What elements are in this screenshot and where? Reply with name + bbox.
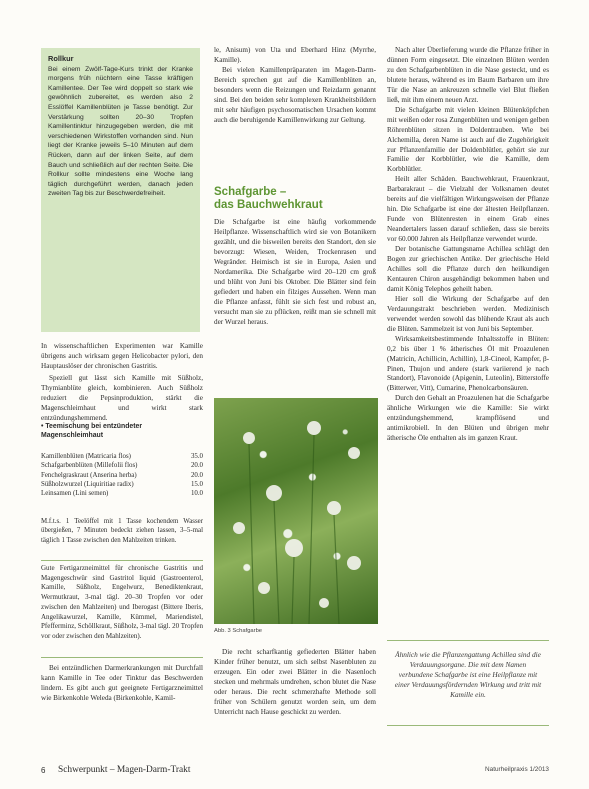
page-footer <box>0 763 589 779</box>
recipe-row: Kamillenblüten (Matricaria flos) 35.0 <box>41 453 203 460</box>
col1-body-bottom <box>41 664 203 704</box>
rollkur-title: Rollkur <box>48 54 74 63</box>
paragraph: Die recht scharfkantig gefiederten Blätter haben Kinder früher benutzt, um sich selbst Nasenbluten zu erzeugen. Ein oder zwei Blätter in die Nasenloch stecken und mehrmals umdrehen, schon blutet die Nase oder heraus. Die recht schmerzhafte Methode soll früher von Schülern genutzt worden sein, um dem Unterricht nach Hause geschickt zu werden. <box>214 648 376 716</box>
paragraph: Wirksamkeitsbestimmende Inhaltsstoffe in Blüten: 0,2 bis über 1 % ätherisches Öl mit Proazulenen (Matricin, Achillicin, Achillin), 1,8-Cineol, Kampfer, β-Pinen, Thujon und andere (stark variierend je nach Standort), Flavonoide (Apigenin, Luteolin), Bitterstoffe (Bitterwer, Vitt), Cumarine, Phenolcarbonsäuren. <box>387 334 549 393</box>
paragraph: Speziell gut lässt sich Kamille mit Süßholz, Thymianblüte gleich, kombinieren. Auch Süßholz reduziert die Pepsinproduktion, stärkt die Magenschleimhaut und wirkt stark entzündungshemmend. <box>41 373 203 422</box>
yarrow-flower-shapes <box>214 398 378 624</box>
paragraph: Bei entzündlichen Darmerkrankungen mit Durchfall kann Kamille in Tee oder Tinktur das Beschwerden lindern. Es gibt auch gut geeignete Fertigarzneimittel wie Birkenkohle Weleda (Birkenkohle, Kamil- <box>41 664 203 702</box>
paragraph: Die Schafgarbe ist eine häufig vorkommende Heilpflanze. Wissenschaftlich wird sie von Botanikern gezählt, und die bisweilen bereits den Standort, den sie bevorzugt: Wiesen, Weiden, Trockenrasen und Wegränder. Heimisch ist sie in Europa, Asien und Nordamerika. Die Schafgarbe wird 20–120 cm groß und blüht von Juni bis Oktober. Die Blätter sind fein gefiedert und haben ein filziges Aussehen. Wenn man die Pflanze anfasst, fühlt sie sich fest und robust an, versucht man sie zu pflücken, reißt man sie schnell mit der Wurzel heraus. <box>214 218 376 326</box>
quote-box: Ähnlich wie die Pflanzengattung Achillea sind die Verdauungsorgane. Die mit dem Namen verbundene Schafgarbe ist eine Heilpflanze mit einer Verdauungsfördernden Wirkung und tritt mit Kamille ein. <box>387 640 549 726</box>
issue-label: Naturheilpraxis 1/2013 <box>485 766 549 773</box>
recipe-row: Schafgarbenblüten (Millefolii flos) 20.0 <box>41 462 203 470</box>
col3-body <box>387 46 549 444</box>
photo-caption: Abb. 3 Schafgarbe <box>214 628 263 634</box>
recipe-title: • Teemischung bei entzündeter Magenschleimhaut <box>41 423 143 440</box>
recipe-row: Süßholzwurzel (Liquiritiae radix) 15.0 <box>41 480 203 488</box>
paragraph: Hier soll die Wirkung der Schafgarbe auf den Verdauungstrakt beschrieben werden. Medizinisch verwendet werden sowohl das blühende Kraut als auch die Blüten. Sammelzeit ist von Juni bis September. <box>387 294 549 333</box>
fertigarzneimittel-box: Gute Fertigarzneimittel für chronische Gastritis und Magengeschwür sind Gastritol liquid (Gastroenterol, Kamille, Süßholz, Engelwurz, Benediktenkraut, Wermutkraut, 3-mal tägl. 20–30 Tropfen vor oder zwischen den Mahlzeiten) und Iberogast (Bittere Iberis, Angelikawurzel, Kamille, Kümmel, Mariendistel, Pfefferminz, Schöllkraut, Süßholz, 3-mal tägl. 20 Tropfen vor oder zwischen den Mahlzeiten). <box>41 560 203 658</box>
paragraph: Bei vielen Kamillenpräparaten im Magen-Darm-Bereich sprechen gut auf die Kamillenblüten an, besonders wenn die Reizungen und Reizdarm genannt sind. Bei den beiden sehr komplexen Krankheitsbildern mit sehr häufigen psychosomatischen Ursachen kommt auch die beruhigende Kamillenwirkung zur Geltung. <box>214 65 376 124</box>
paragraph: Heilt aller Schäden. Bauchwehkraut, Frauenkraut, Barbarakraut – die Vielzahl der Volksnamen deutet bereits auf die vielfältigen Wirkungsweisen der Pflanze hin. Die Schafgarbe ist eine der ältesten Heilpflanzen. Funde von Blütenresten in einem Grab eines Neandertalers lassen darauf schließen, dass sie bereits vor 60.000 Jahren als Heilpflanze verwendet wurde. <box>387 175 549 244</box>
running-head: Schwerpunkt – Magen-Darm-Trakt <box>58 765 191 775</box>
col2-body-bottom <box>214 648 376 718</box>
recipe-list <box>41 452 203 498</box>
yarrow-photo <box>214 398 378 624</box>
paragraph: le, Anisum) von Uta und Eberhard Hinz (Myrrhe, Kamille). <box>214 46 376 64</box>
paragraph: Der botanische Gattungsname Achillea schlägt den Bogen zur griechischen Antike. Der griechische Held Achilles soll die Pflanze durch den heilkundigen Kentauren Chiron ausgehändigt bekommen haben und damit König Telephos geheilt haben. <box>387 245 549 293</box>
rollkur-box <box>41 48 200 332</box>
paragraph: Die Schafgarbe mit vielen kleinen Blütenköpfchen mit weißen oder rosa Zungenblüten und wenigen gelben Röhrenblüten sitzen in Doldentrauben. Wie bei Alchemilla, deren Name ist auch auf die Zugehörigkeit zur Pflanzenfamilie der Doldenblütler, gehört sie zur Familie der Korbblütler, wie die Kamille, dem Korbblütler. <box>387 105 549 174</box>
col2-body-mid <box>214 218 376 327</box>
page-number: 6 <box>41 766 46 775</box>
rollkur-text: Bei einem Zwölf-Tage-Kurs trinkt der Kranke morgens früh nüchtern eine Tasse kräftigen Kamillentee. Der Tee wird doppelt so stark wie gewöhnlich zubereitet, es werden also 2 Esslöffel Kamillenblüten je Tasse benötigt. Zur Verstärkung sollten 20–30 Tropfen Kamillentinktur hinzugegeben werden, die mit verschiedenen Wirkstoffen vorhanden sind. Nun liegt der Kranke jeweils 5–10 Minuten auf dem Rücken, dann auf der linken Seite, auf dem Bauch und schließlich auf der rechten Seite. Die Rollkur sollte mindestens eine Woche lang täglich durchgeführt werden, danach jeden zweiten Tag bis zur Beschwerdefreiheit. <box>48 65 193 198</box>
recipe-bullet: • <box>41 423 46 430</box>
recipe-row: Leinsamen (Lini semen) 10.0 <box>41 490 203 498</box>
paragraph: In wissenschaftlichen Experimenten war Kamille übrigens auch wirksam gegen Helicobacter pylori, den Hauptauslöser der chronischen Gastritis. <box>41 342 203 370</box>
section-heading: Schafgarbe – das Bauchwehkraut <box>214 186 323 211</box>
recipe-note: M.f.t.s. 1 Teelöffel mit 1 Tasse kochendem Wasser übergießen, 7 Minuten bedeckt ziehen lassen, 3–5-mal täglich 1 Tasse zwischen den Mahlzeiten trinken. <box>41 518 203 544</box>
recipe-row: Fenchelgraskraut (Anserina herba) 20.0 <box>41 471 203 479</box>
col1-body-top <box>41 342 203 424</box>
paragraph: Nach alter Überlieferung wurde die Pflanze früher in dünnen Form eingesetzt. Die einzelnen Blüten werden zu den Schafgarbenblüten in die Nase gesteckt, und es blutete heraus, während es im Baum Barbaren um ihre Tür die Nase an ankreuzen schnelle viel Blut fließen ließ, mit ihm einem neuen Arzt. <box>387 46 549 104</box>
paragraph: Durch den Gehalt an Proazulenen hat die Schafgarbe ähnliche Wirkungen wie die Kamille: Sie wirkt entzündungshemmend, krampflösend und antimikrobiell. In den Blüten und übrigen mehr ätherische Öle enthalten als im ganzen Kraut. <box>387 394 549 443</box>
col2-body-top <box>214 46 376 126</box>
